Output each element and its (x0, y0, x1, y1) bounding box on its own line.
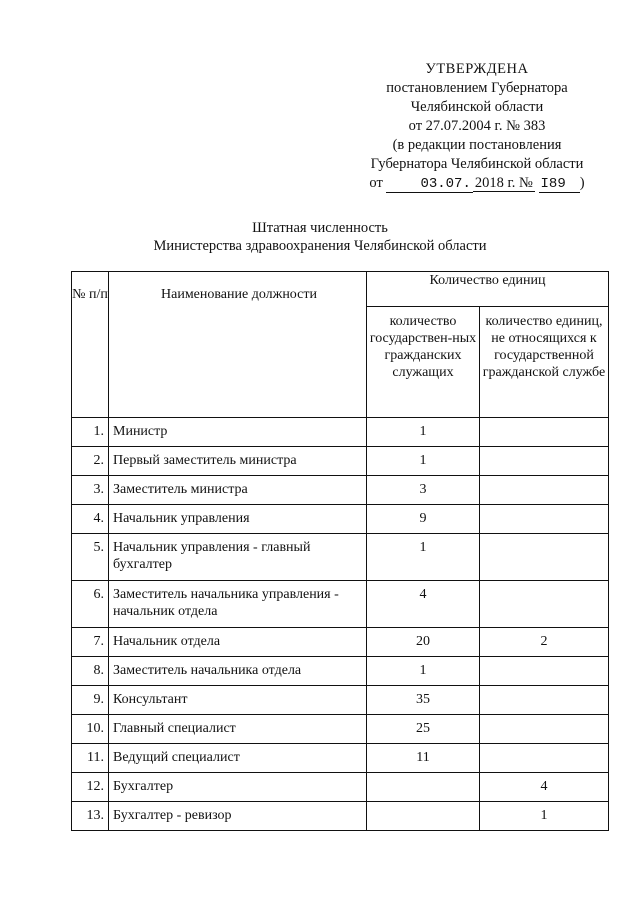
approval-line: постановлением Губернатора (386, 80, 568, 96)
approval-line: Челябинской области (410, 99, 544, 115)
table-row (72, 581, 609, 628)
non-civil-count: 4 (480, 773, 609, 802)
table-row (72, 715, 609, 744)
table-row (72, 447, 609, 476)
row-number: 6. (72, 581, 109, 628)
approval-number: I89 (539, 176, 580, 193)
civil-servants-count: 1 (367, 447, 480, 476)
non-civil-count (480, 418, 609, 447)
table-row (72, 418, 609, 447)
non-civil-count (480, 744, 609, 773)
position-name: Начальник отдела (109, 628, 367, 657)
position-name: Начальник управления - главный бухгалтер (109, 534, 367, 581)
row-number: 11. (72, 744, 109, 773)
civil-servants-count (367, 773, 480, 802)
row-number: 9. (72, 686, 109, 715)
table-row (72, 534, 609, 581)
civil-servants-count (367, 802, 480, 831)
non-civil-count (480, 534, 609, 581)
approval-date: 03.07. (386, 176, 472, 193)
non-civil-count (480, 686, 609, 715)
position-name: Министр (109, 418, 367, 447)
title-line: Министерства здравоохранения Челябинской области (153, 238, 487, 254)
title-line: Штатная численность (252, 220, 388, 236)
table-row (72, 773, 609, 802)
header-num: № п/п (72, 272, 109, 418)
civil-servants-count: 3 (367, 476, 480, 505)
approval-date-suffix: ) (579, 175, 585, 191)
approval-heading: УТВЕРЖДЕНА (425, 61, 529, 77)
row-number: 2. (72, 447, 109, 476)
row-number: 10. (72, 715, 109, 744)
row-number: 1. (72, 418, 109, 447)
position-name: Заместитель начальника управления - начальник отдела (109, 581, 367, 628)
position-name: Главный специалист (109, 715, 367, 744)
table-row (72, 505, 609, 534)
header-row (72, 272, 609, 307)
approval-date-line (352, 174, 602, 194)
non-civil-count (480, 505, 609, 534)
position-name: Заместитель министра (109, 476, 367, 505)
civil-servants-count: 35 (367, 686, 480, 715)
row-number: 12. (72, 773, 109, 802)
civil-servants-count: 1 (367, 534, 480, 581)
row-number: 8. (72, 657, 109, 686)
table-row (72, 744, 609, 773)
row-number: 4. (72, 505, 109, 534)
table-row (72, 657, 609, 686)
position-name: Начальник управления (109, 505, 367, 534)
table-row (72, 476, 609, 505)
approval-date-prefix: от (369, 175, 383, 191)
non-civil-count (480, 476, 609, 505)
approval-year: 2018 г. № (474, 175, 533, 191)
approval-line: от 27.07.2004 г. № 383 (408, 118, 546, 134)
staff-table (71, 271, 609, 831)
civil-servants-count: 9 (367, 505, 480, 534)
position-name: Первый заместитель министра (109, 447, 367, 476)
non-civil-count (480, 447, 609, 476)
header-quantity: Количество единиц (367, 272, 609, 307)
approval-stamp (352, 60, 602, 194)
table-row (72, 686, 609, 715)
document-title (0, 219, 640, 255)
non-civil-count: 2 (480, 628, 609, 657)
civil-servants-count: 20 (367, 628, 480, 657)
row-number: 3. (72, 476, 109, 505)
row-number: 13. (72, 802, 109, 831)
civil-servants-count: 4 (367, 581, 480, 628)
position-name: Заместитель начальника отдела (109, 657, 367, 686)
header-civil-servants: количество государствен-ных гражданских служащих (367, 307, 480, 418)
approval-line: (в редакции постановления (392, 137, 562, 153)
table-row (72, 628, 609, 657)
civil-servants-count: 11 (367, 744, 480, 773)
header-non-civil: количество единиц, не относящихся к государственной гражданской службе (480, 307, 609, 418)
table-body (72, 418, 609, 831)
row-number: 7. (72, 628, 109, 657)
civil-servants-count: 1 (367, 657, 480, 686)
table-row (72, 802, 609, 831)
civil-servants-count: 1 (367, 418, 480, 447)
non-civil-count: 1 (480, 802, 609, 831)
non-civil-count (480, 657, 609, 686)
non-civil-count (480, 581, 609, 628)
civil-servants-count: 25 (367, 715, 480, 744)
position-name: Консультант (109, 686, 367, 715)
position-name: Бухгалтер - ревизор (109, 802, 367, 831)
row-number: 5. (72, 534, 109, 581)
position-name: Бухгалтер (109, 773, 367, 802)
non-civil-count (480, 715, 609, 744)
approval-line: Губернатора Челябинской области (370, 156, 584, 172)
position-name: Ведущий специалист (109, 744, 367, 773)
header-name: Наименование должности (109, 272, 367, 418)
